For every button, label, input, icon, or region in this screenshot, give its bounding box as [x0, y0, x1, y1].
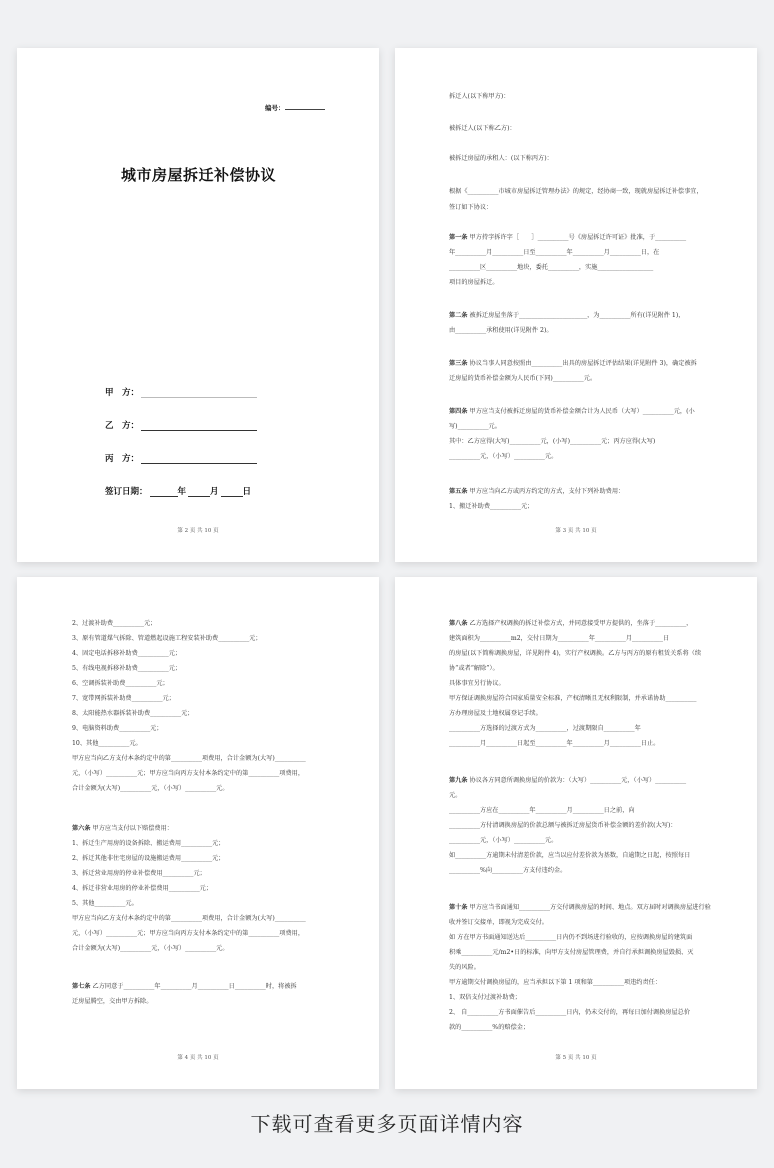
article-heading: 第十条: [449, 904, 468, 911]
article-text: 协“或者“解除”）。: [449, 665, 499, 672]
list-item: 2、过渡补助费__________元；: [72, 620, 157, 627]
article-text: __________月__________日起至__________年__________月__________日止。: [449, 740, 660, 747]
page-number: 第 5 页 共 10 页: [555, 1055, 597, 1061]
article-text: 元，（小写）__________元；甲方应当向丙方支付本条约定中的第__________项费用，: [72, 930, 305, 937]
document-page-cover: [17, 48, 379, 562]
list-item: 8、太阳能热水器拆装补助费__________元；: [72, 710, 194, 717]
list-item: 10、其他__________元。: [72, 740, 142, 747]
article-text: 写)__________元。: [449, 423, 501, 430]
article-text: 1、搬迁补助费__________元；: [449, 503, 534, 510]
article-heading: 第三条: [449, 360, 468, 367]
article-6: [72, 825, 329, 953]
article-heading: 第六条: [72, 825, 91, 832]
article-8: [449, 620, 707, 748]
page-number: 第 4 页 共 10 页: [177, 1055, 219, 1061]
article-text: 甲方应当书面通知__________方交付调换房屋的时间、地点。双方届时对调换房屋进行验: [469, 904, 711, 911]
list-item: 5、其他__________元。: [72, 900, 138, 907]
sign-date-label: 签订日期：: [105, 487, 148, 497]
text-line: 拆迁人(以下称甲方)：: [449, 93, 510, 100]
article-text: __________方应在__________年__________月__________日之前，向: [449, 807, 635, 814]
article-heading: 第七条: [72, 983, 91, 990]
sign-date-field: [105, 485, 251, 497]
day-label: 日: [242, 487, 252, 497]
article-text: 建筑面积为__________m2，交付日期为__________年__________月__________日: [449, 635, 670, 642]
text-line: 被拆迁人(以下称乙方)：: [449, 125, 516, 132]
party-c-field: [105, 452, 257, 464]
article-text: 甲方持字拆许字［ ］__________号《房屋拆迁许可证》批准，于__________: [469, 234, 687, 241]
article-text: 元。: [449, 792, 462, 799]
party-c-label: 丙 方：: [105, 454, 140, 464]
list-item: 元，（小写）__________元；甲方应当向丙方支付本条约定中的第__________项费用，: [72, 770, 305, 777]
year-label: 年: [177, 487, 187, 497]
article-heading: 第二条: [449, 312, 468, 319]
article-text: 迁房屋的货币补偿金额为人民币(下同)__________元。: [449, 375, 597, 382]
article-text: 甲方应当向乙方或丙方约定的方式，支付下列补助费用：: [469, 488, 625, 495]
article-text: 协议各方同意所调换房屋的价款为：（大写）__________元，（小写）__________: [469, 777, 687, 784]
month-label: 月: [210, 487, 219, 497]
article-10: [449, 904, 711, 1032]
article-text: 项目的房屋拆迁。: [449, 279, 499, 286]
document-page-3: [17, 577, 379, 1089]
subsidy-items: [72, 620, 329, 793]
article-text: __________方付清调换房屋的价款总额与被拆迁房屋货币补偿金额的差价款(大写)：: [449, 822, 677, 829]
party-b-label: 乙 方：: [105, 421, 140, 431]
party-a-label: 甲 方：: [105, 388, 140, 398]
article-text: __________区__________地块，委托__________，实施__________________: [449, 264, 654, 271]
article-text: 甲方应当支付以下赔偿费用：: [92, 825, 173, 832]
article-4: [449, 408, 707, 461]
article-text: 款的__________%的赔偿金；: [449, 1024, 530, 1031]
text-line: 根据《__________市城市房屋拆迁管理办法》的规定，经协商一致，现就房屋拆迁补偿事宜，: [449, 188, 703, 195]
article-2: [449, 312, 707, 335]
list-item: 甲方应当向乙方支付本条约定中的第__________项费用，合计金额为(大写)__________: [72, 755, 306, 762]
article-text: 合计金额为(大写)__________元，（小写）__________元。: [72, 945, 229, 952]
article-heading: 第一条: [449, 234, 468, 241]
article-text: 如 方在甲方书面通知送达后__________日内仍不到场进行验收的，应按调换房屋的建筑面: [449, 934, 693, 941]
list-item: 3、原有管道煤气拆除、管道燃起设施工程安装补助费__________元；: [72, 635, 262, 642]
article-text: 2、 自__________方书面催告后__________日内，仍未交付的，再每日加付调换房屋总价: [449, 1009, 691, 1016]
article-text: __________元，（小写）__________元。: [449, 453, 558, 460]
page-number: 第 2 页 共 10 页: [177, 528, 219, 534]
article-text: 甲方逾期交付调换房屋的，应当承担以下第 1 项和第__________项违约责任：: [449, 979, 662, 986]
party-a-field: [105, 386, 257, 398]
party-b-field: [105, 419, 257, 431]
download-more-caption: 下载可查看更多页面详情内容: [250, 1112, 524, 1136]
article-text: 甲方保证调换房屋符合国家质量安全标准，产权清晰且无权利限制，并承诺协助__________: [449, 695, 697, 702]
list-item: 4、拆迁非营业用房的停业补偿费用__________元；: [72, 885, 213, 892]
document-page-4: [395, 577, 757, 1089]
article-text: 1、双倍支付过渡补助费；: [449, 994, 521, 1001]
article-text: 年__________月__________日至__________年__________月__________日，在: [449, 249, 660, 256]
list-item: 4、固定电话拆移补助费__________元；: [72, 650, 182, 657]
list-item: 3、拆迁营业用房的停业补偿费用__________元；: [72, 870, 206, 877]
article-text: 由__________承租使用(详见附件 2)。: [449, 327, 553, 334]
article-text: 积乘__________元/m2•日的标准，向甲方支付房屋管理费，并自行承担调换房屋毁损、灭: [449, 949, 694, 956]
list-item: 6、空调拆装补助费__________元；: [72, 680, 169, 687]
list-item: 2、拆迁其他非住宅房屋的设施搬运费用__________元；: [72, 855, 225, 862]
list-item: 7、宽带网拆装补助费__________元；: [72, 695, 175, 702]
article-heading: 第四条: [449, 408, 468, 415]
page-number: 第 3 页 共 10 页: [555, 528, 597, 534]
article-5: [449, 488, 707, 511]
text-line: 被拆迁房屋的承租人：(以下称丙方)：: [449, 155, 553, 162]
article-text: 收并签订交接单，即视为完成交付。: [449, 919, 548, 926]
article-text: 协议当事人同意按照由__________出具的房屋拆迁评估结果(详见附件 3)，确定被拆: [469, 360, 697, 367]
article-text: 具体事宜另行协议。: [449, 680, 505, 687]
article-text: 甲方应当支付被拆迁房屋的货币补偿金额合计为人民币（大写）__________元，(小: [469, 408, 695, 415]
article-text: 被拆迁房屋坐落于______________________，为__________所有(详见附件 1)，: [469, 312, 685, 319]
article-heading: 第五条: [449, 488, 468, 495]
article-heading: 第八条: [449, 620, 468, 627]
article-text: __________%向__________方支付违约金。: [449, 867, 567, 874]
list-item: 5、有线电视拆移补助费__________元；: [72, 665, 182, 672]
article-text: 如__________方逾期未付清差价款，应当以应付差价款为基数，自逾期之日起，按照每日: [449, 852, 691, 859]
article-9: [449, 777, 707, 875]
article-text: 迁房屋腾空，交由甲方拆除。: [72, 998, 153, 1005]
serial-label: 编号：: [265, 104, 285, 112]
serial-number: [265, 103, 325, 112]
list-item: 1、拆迁生产用房的设备拆除、搬运费用__________元；: [72, 840, 225, 847]
article-3: [449, 360, 707, 383]
document-page-2: [395, 48, 757, 562]
article-text: 乙方选择产权调换的拆迁补偿方式，并同意接受甲方提供的，坐落于__________，: [469, 620, 693, 627]
article-text: 的房屋(以下简称调换房屋，详见附件 4)，实行产权调换。乙方与丙方的原有租赁关系将（续: [449, 650, 702, 657]
document-title: 城市房屋拆迁补偿协议: [121, 166, 277, 184]
article-text: __________元，（小写）__________元。: [449, 837, 558, 844]
text-line: 签订如下协议：: [449, 204, 493, 211]
article-7: [72, 983, 329, 1006]
list-item: 合计金额为(大写)__________元，（小写）__________元。: [72, 785, 229, 792]
article-1: [449, 234, 707, 287]
article-text: 甲方应当向乙方支付本条约定中的第__________项费用，合计金额为(大写)__________: [72, 915, 306, 922]
article-text: __________方选择的过渡方式为__________，过渡期限自__________年: [449, 725, 641, 732]
article-heading: 第九条: [449, 777, 468, 784]
article-text: 乙方同意于__________年__________月__________日__________时，将被拆: [92, 983, 297, 990]
article-text: 失的风险。: [449, 964, 480, 971]
list-item: 9、电脑资料助费__________元；: [72, 725, 163, 732]
article-text: 方办理房屋及土地权属登记手续。: [449, 710, 542, 717]
article-text: 其中：乙方应得(大写)__________元，(小写)__________元；丙方应得(大写): [449, 438, 656, 445]
